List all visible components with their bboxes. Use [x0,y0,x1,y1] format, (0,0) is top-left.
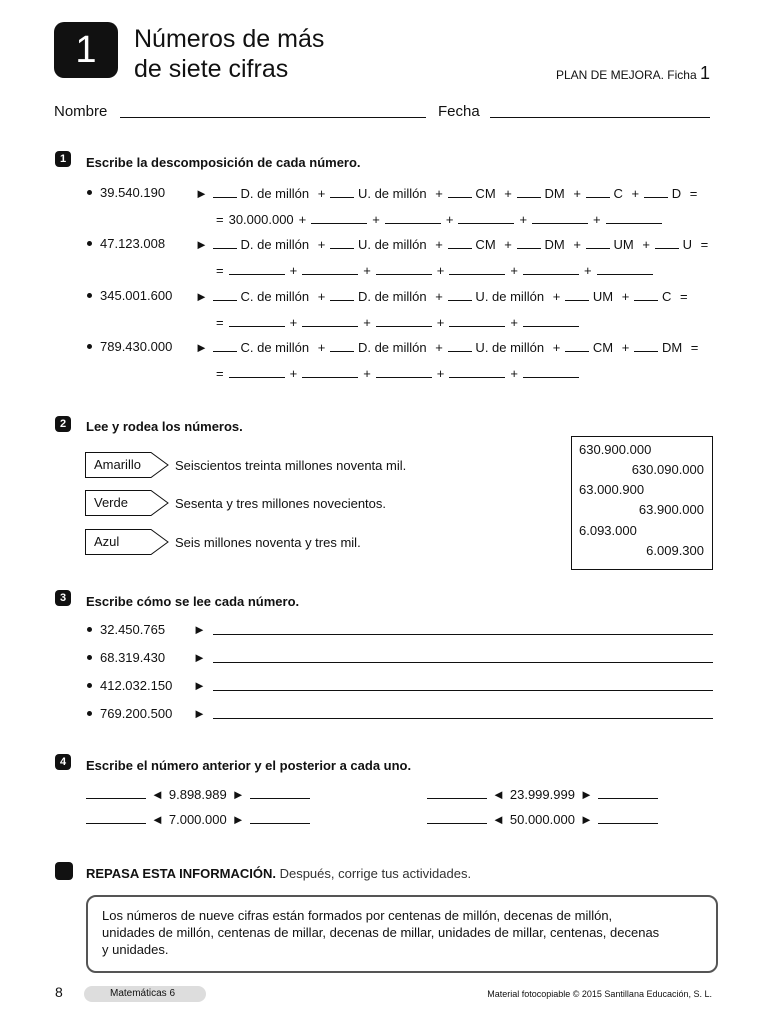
place-value-unit: CM [471,186,500,201]
subject-label: Matemáticas 6 [84,986,206,1002]
tag-label: Verde [94,495,128,510]
operator-symbol: + [436,315,445,330]
place-value-unit: C. de millón [236,340,313,355]
answer-blank[interactable] [376,314,432,327]
q2-statement-3: Seis millones noventa y tres mil. [175,535,361,550]
place-value-unit: U [678,237,696,252]
answer-blank[interactable] [449,365,505,378]
fecha-label: Fecha [438,103,480,120]
answer-blank[interactable] [229,365,285,378]
arrow-right-icon: ► [193,650,206,665]
question-2-badge: 2 [55,416,71,432]
next-number-blank[interactable] [598,811,658,824]
answer-blank[interactable] [213,185,237,198]
operator-symbol: + [510,366,518,381]
page-number: 8 [55,984,63,1000]
arrow-right-icon: ► [193,706,206,721]
page-title [134,24,324,84]
answer-blank[interactable] [606,211,662,224]
question-2-title: Lee y rodea los números. [86,419,243,434]
q1-decomposition-row [190,185,702,201]
answer-blank[interactable] [229,262,285,275]
box-number[interactable]: 63.000.900 [579,482,645,497]
operator-symbol: + [363,366,371,381]
q1-sum-row [211,314,579,330]
q4-item [86,786,310,802]
place-value-unit: D. de millón [354,340,431,355]
answer-blank[interactable] [302,314,358,327]
operator-symbol: = [689,186,698,201]
page-title-line1: Números de más [134,25,325,53]
q1-sum-row [211,365,579,381]
arrow-right-icon: ► [193,622,206,637]
q3-number: 412.032.150 [100,678,173,693]
q1-decomposition-row [190,339,703,355]
answer-blank[interactable] [517,236,541,249]
reading-answer-line[interactable] [213,690,713,691]
operator-symbol: + [289,263,298,278]
answer-blank[interactable] [448,339,472,352]
answer-blank[interactable] [449,262,505,275]
answer-blank[interactable] [655,236,679,249]
operator-symbol: + [593,212,601,227]
place-value-unit: DM [658,340,686,355]
answer-blank[interactable] [565,288,589,301]
operator-symbol: + [317,340,326,355]
info-text: Los números de nueve cifras están formados por centenas de millón, decenas de millón, unidades de millón, centenas de millar, decenas de millar, unidades de millar, centenas, decenas y unidades. [102,908,660,957]
operator-symbol: = [216,263,224,278]
operator-symbol: + [435,340,443,355]
reading-answer-line[interactable] [213,634,713,635]
place-value-unit: U. de millón [471,289,548,304]
next-number-blank[interactable] [250,786,310,799]
answer-blank[interactable] [213,236,237,249]
arrow-right-icon: ► [579,787,593,802]
operator-symbol: + [573,186,581,201]
arrow-left-icon: ◄ [151,787,164,802]
box-number[interactable]: 630.900.000 [579,442,652,457]
operator-symbol: + [552,340,561,355]
nombre-field[interactable] [120,117,426,118]
arrow-left-icon: ◄ [151,812,164,827]
operator-symbol: + [435,289,443,304]
operator-symbol: + [552,289,561,304]
operator-symbol: = [690,340,699,355]
answer-blank[interactable] [385,211,441,224]
arrow-right-icon: ► [195,340,208,355]
fecha-field[interactable] [490,117,710,118]
operator-symbol: + [372,212,380,227]
repasa-subtitle: Después, corrige tus actividades. [279,866,472,881]
place-value-unit: UM [589,289,617,304]
repasa-icon [55,862,73,880]
q1-number: 47.123.008 [100,236,166,251]
answer-blank[interactable] [532,211,588,224]
answer-blank[interactable] [330,339,354,352]
previous-number-blank[interactable] [427,811,487,824]
info-box [86,895,718,973]
copyright: Material fotocopiable © 2015 Santillana Educación, S. L. [487,989,712,999]
answer-blank[interactable] [597,262,653,275]
bullet [87,293,92,298]
q1-sum-row [211,211,662,227]
operator-symbol: + [621,289,630,304]
place-value-unit: C [658,289,675,304]
ficha-text: PLAN DE MEJORA. Ficha [555,68,697,82]
operator-symbol: + [573,237,581,252]
q1-sum-row [211,262,653,278]
arrow-left-icon: ◄ [492,787,505,802]
previous-number-blank[interactable] [427,786,487,799]
bullet [87,683,92,688]
place-value-unit: DM [540,186,569,201]
bullet [87,344,92,349]
place-value-unit: CM [589,340,617,355]
answer-blank[interactable] [330,288,354,301]
operator-symbol: + [317,237,326,252]
question-4-title: Escribe el número anterior y el posterior a cada uno. [86,758,412,773]
answer-blank[interactable] [586,185,610,198]
box-number[interactable]: 63.900.000 [638,502,704,517]
operator-symbol: + [445,212,454,227]
answer-blank[interactable] [448,236,472,249]
question-1-title: Escribe la descomposición de cada número. [86,155,361,170]
answer-blank[interactable] [302,365,358,378]
operator-symbol: + [317,186,326,201]
answer-blank[interactable] [523,262,579,275]
bullet [87,627,92,632]
q4-item [427,811,658,827]
operator-symbol: = [679,289,688,304]
operator-symbol: + [317,289,326,304]
q1-decomposition-row [190,236,713,252]
arrow-left-icon: ◄ [492,812,505,827]
place-value-unit: C. de millón [236,289,313,304]
answer-blank[interactable] [376,365,432,378]
q3-number: 769.200.500 [100,706,173,721]
arrow-right-icon: ► [231,787,245,802]
arrow-right-icon: ► [195,289,208,304]
next-number-blank[interactable] [598,786,658,799]
q4-number: 23.999.999 [509,787,575,802]
bullet [87,241,92,246]
operator-symbol: + [436,263,445,278]
q3-number: 32.450.765 [100,622,166,637]
answer-blank[interactable] [448,288,472,301]
answer-blank[interactable] [458,211,514,224]
place-value-unit: D. de millón [354,289,431,304]
bullet [87,711,92,716]
color-tag-azul [85,529,169,555]
previous-number-blank[interactable] [86,786,146,799]
answer-blank[interactable] [448,185,472,198]
place-value-unit: DM [540,237,569,252]
answer-blank[interactable] [634,288,658,301]
question-3-badge: 3 [55,590,71,606]
answer-blank[interactable] [229,314,285,327]
place-value-unit: UM [609,237,638,252]
answer-blank[interactable] [376,262,432,275]
color-tag-amarillo [85,452,169,478]
operator-symbol: + [510,315,518,330]
answer-blank[interactable] [586,236,610,249]
operator-symbol: + [510,263,518,278]
q4-number: 50.000.000 [509,812,575,827]
answer-blank[interactable] [330,185,354,198]
operator-symbol: + [621,340,630,355]
q2-statement-2: Sesenta y tres millones novecientos. [175,496,386,511]
place-value-unit: U. de millón [354,186,431,201]
operator-symbol: + [435,186,443,201]
answer-blank[interactable] [523,365,579,378]
tag-label: Azul [94,534,120,549]
operator-symbol: + [436,366,445,381]
q1-number: 789.430.000 [100,339,173,354]
operator-symbol: + [289,366,298,381]
ficha-label [556,63,710,84]
answer-blank[interactable] [565,339,589,352]
operator-symbol: + [631,186,640,201]
unit-number-badge: 1 [54,22,118,78]
arrow-right-icon: ► [195,237,208,252]
answer-blank[interactable] [302,262,358,275]
operator-symbol: = [216,212,224,227]
answer-blank[interactable] [634,339,658,352]
ficha-number: 1 [699,63,710,83]
place-value-unit: D [668,186,685,201]
place-value-unit: D. de millón [236,237,313,252]
answer-blank[interactable] [213,339,237,352]
operator-symbol: + [642,237,650,252]
arrow-right-icon: ► [193,678,206,693]
answer-blank[interactable] [517,185,541,198]
answer-blank[interactable] [644,185,668,198]
operator-symbol: + [583,263,592,278]
answer-blank[interactable] [213,288,237,301]
q1-decomposition-row [190,288,693,304]
bullet [87,190,92,195]
next-number-blank[interactable] [250,811,310,824]
answer-blank[interactable] [449,314,505,327]
tag-label: Amarillo [94,457,141,472]
answer-blank[interactable] [523,314,579,327]
numbers-box [571,436,713,570]
color-tag-verde [85,490,169,516]
place-value-unit: C [609,186,627,201]
place-value-unit: CM [471,237,500,252]
q1-sum-value: 30.000.000 [228,212,294,227]
q3-number: 68.319.430 [100,650,166,665]
reading-answer-line[interactable] [213,718,713,719]
bullet [87,655,92,660]
place-value-unit: U. de millón [354,237,431,252]
operator-symbol: + [504,186,512,201]
answer-blank[interactable] [330,236,354,249]
question-3-title: Escribe cómo se lee cada número. [86,594,300,609]
operator-symbol: + [435,237,443,252]
question-1-badge: 1 [55,151,71,167]
place-value-unit: U. de millón [471,340,548,355]
operator-symbol: = [700,237,709,252]
q4-item [427,786,658,802]
box-number[interactable]: 630.090.000 [631,462,704,477]
q4-item [86,811,310,827]
operator-symbol: = [216,315,224,330]
q1-number: 345.001.600 [100,288,173,303]
reading-answer-line[interactable] [213,662,713,663]
q4-number: 9.898.989 [168,787,227,802]
operator-symbol: + [363,315,371,330]
q1-number: 39.540.190 [100,185,166,200]
page-title-line2: de siete cifras [134,55,289,83]
repasa-heading [86,866,471,881]
operator-symbol: + [519,212,528,227]
repasa-title: REPASA ESTA INFORMACIÓN. [86,866,276,881]
operator-symbol: + [363,263,371,278]
place-value-unit: D. de millón [236,186,313,201]
q4-number: 7.000.000 [168,812,227,827]
operator-symbol: + [289,315,298,330]
operator-symbol: = [216,366,224,381]
operator-symbol: + [298,212,307,227]
operator-symbol: + [504,237,512,252]
box-number[interactable]: 6.009.300 [646,543,704,558]
box-number[interactable]: 6.093.000 [579,523,637,538]
arrow-right-icon: ► [231,812,245,827]
previous-number-blank[interactable] [86,811,146,824]
arrow-right-icon: ► [195,186,208,201]
question-4-badge: 4 [55,754,71,770]
answer-blank[interactable] [311,211,367,224]
arrow-right-icon: ► [579,812,593,827]
nombre-label: Nombre [54,103,108,120]
q2-statement-1: Seiscientos treinta millones noventa mil. [175,458,407,473]
